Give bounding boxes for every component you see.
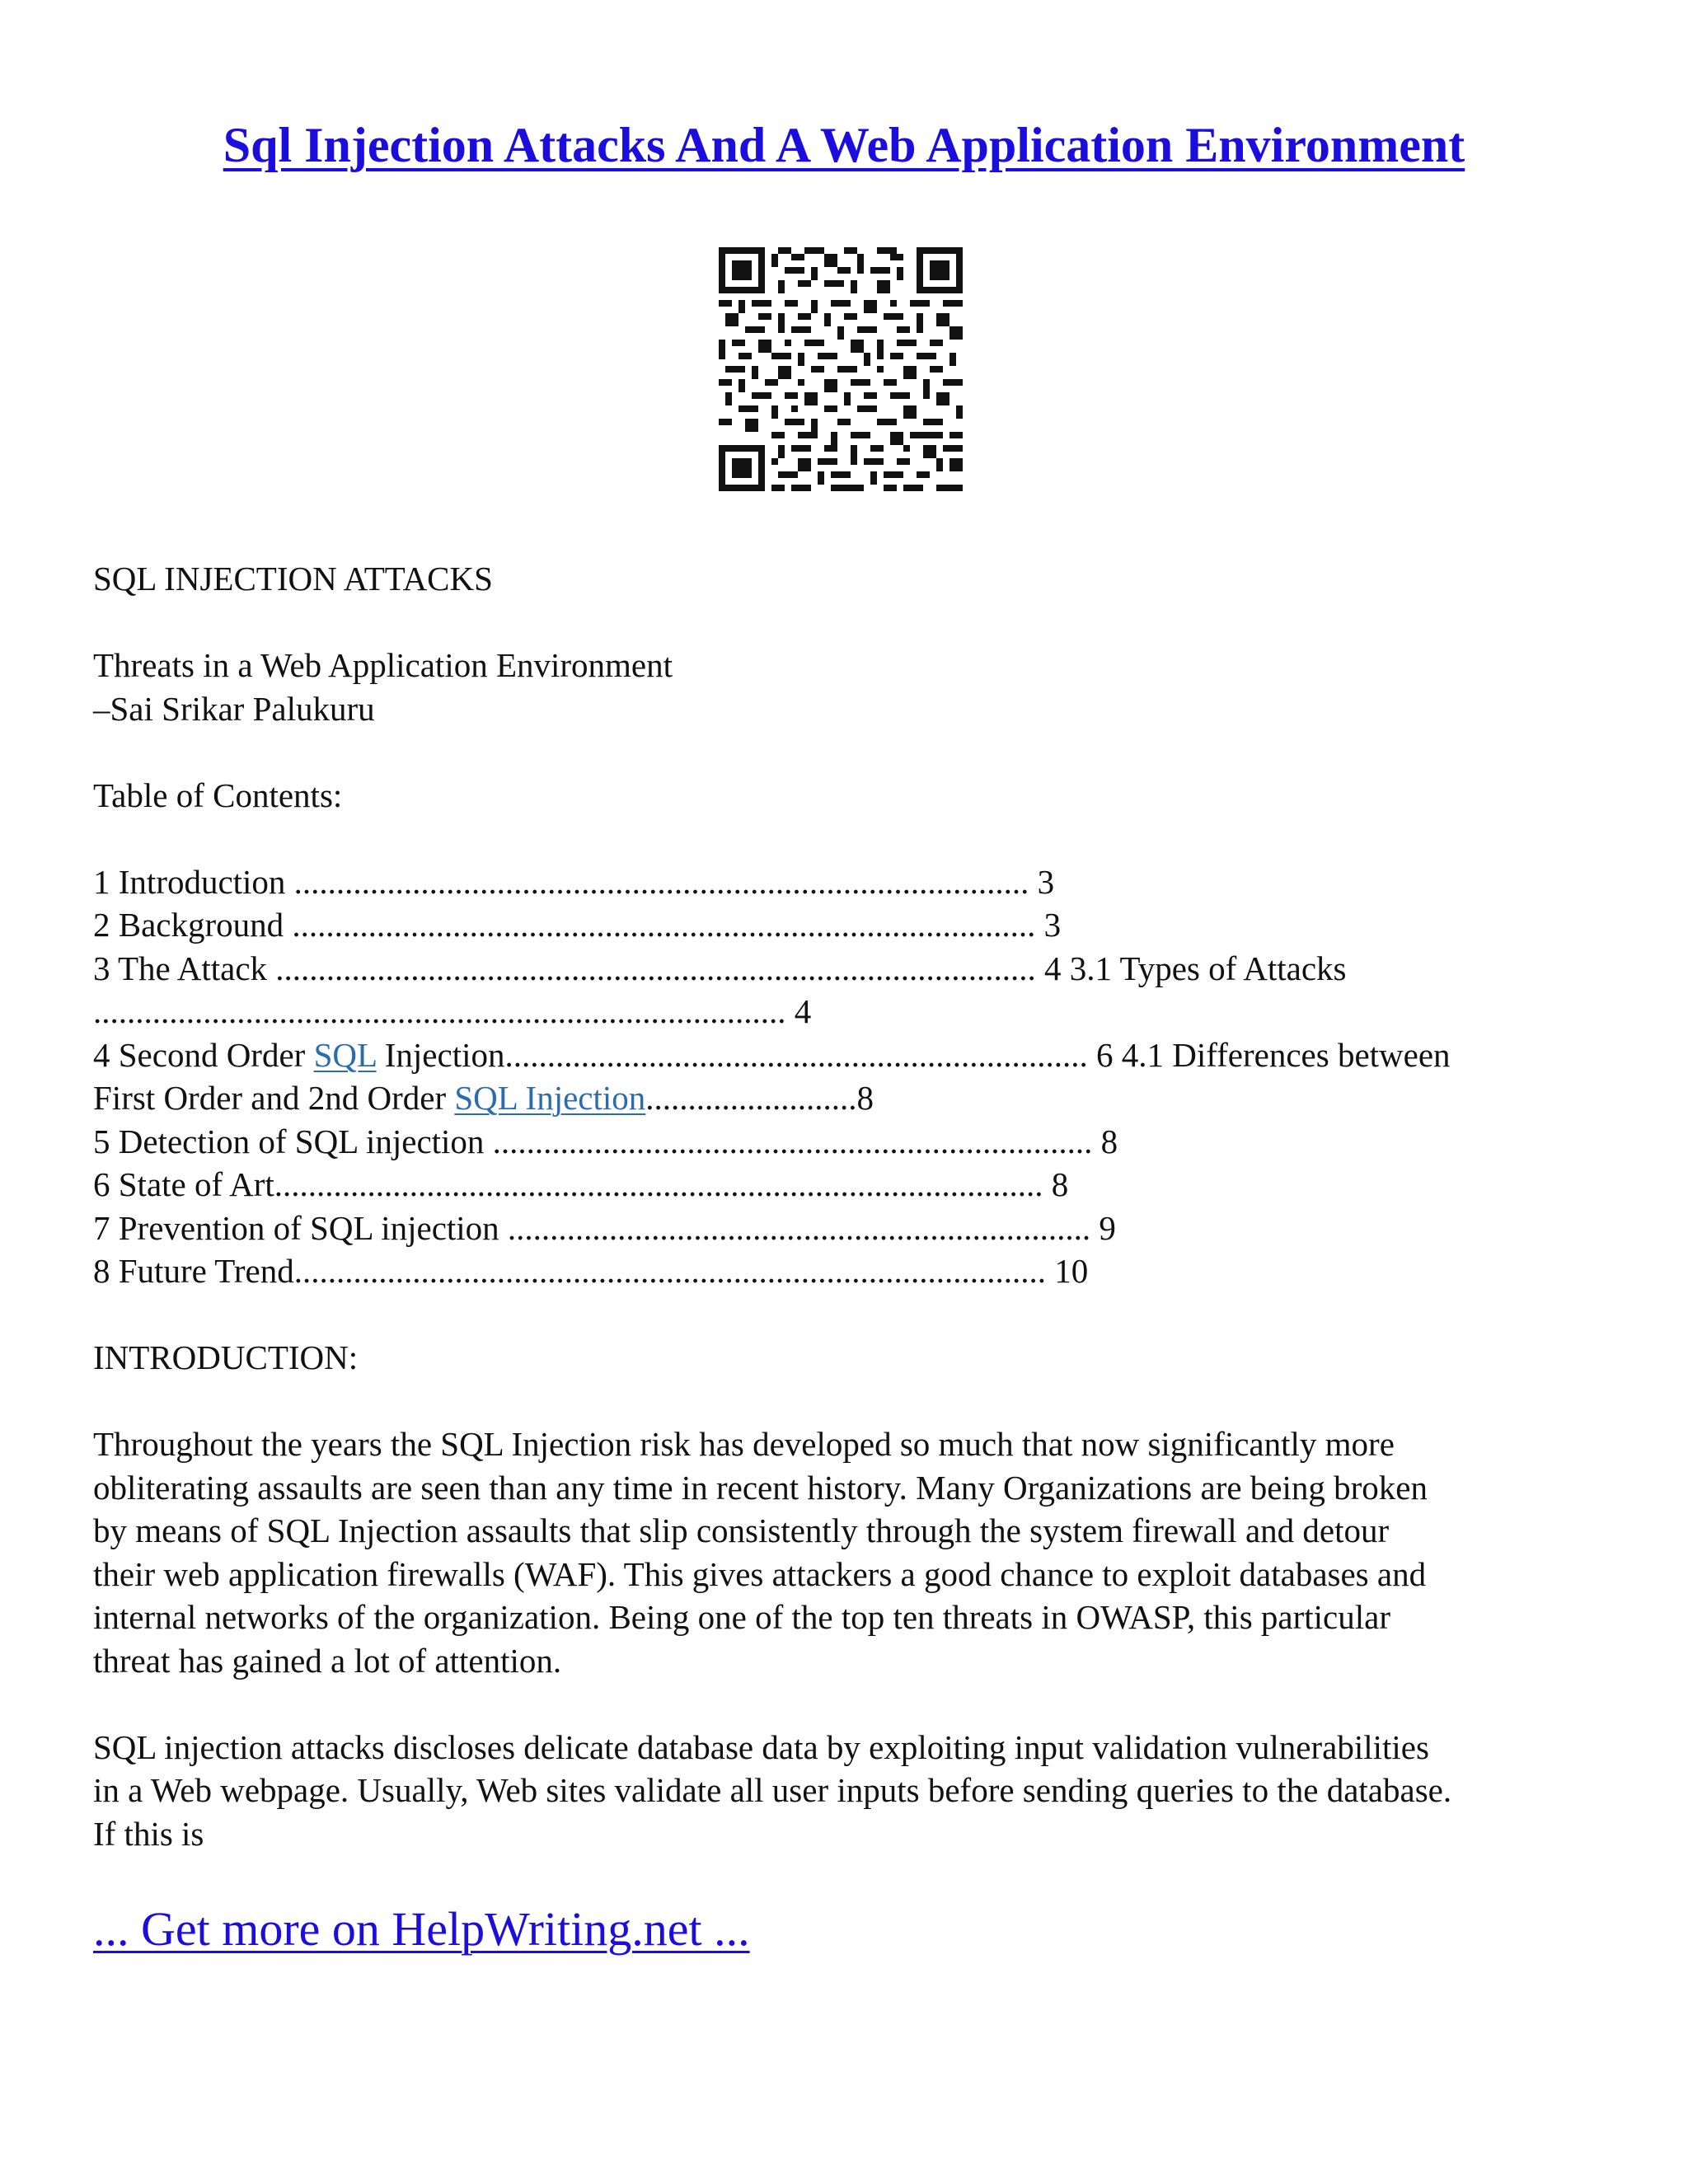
author-line: –Sai Srikar Palukuru — [93, 689, 375, 728]
text-line: in a Web webpage. Usually, Web sites validate all user inputs before sending queries to the database. — [93, 1771, 1452, 1809]
toc-entry: 1 Introduction ....................................................................................... 3 — [93, 862, 1055, 901]
table-of-contents — [93, 860, 1601, 1293]
toc-entry: First Order and 2nd Order SQL Injection.........................8 — [93, 1079, 874, 1117]
qr-code — [719, 247, 963, 491]
text-line: Throughout the years the SQL Injection risk has developed so much that now significantly more — [93, 1425, 1395, 1463]
text-line: their web application firewalls (WAF). This gives attackers a good chance to exploit databases and — [93, 1554, 1427, 1593]
toc-entry: 6 State of Art........................................................................................... 8 — [93, 1165, 1069, 1203]
toc-entry: 2 Background ........................................................................................ 3 — [93, 906, 1062, 944]
title-link[interactable]: Sql Injection Attacks And A Web Application Environment — [223, 118, 1465, 172]
toc-entry: 8 Future Trend......................................................................................... 10 — [93, 1252, 1089, 1290]
toc-entry: 5 Detection of SQL injection ....................................................................... 8 — [93, 1122, 1118, 1160]
toc-entry: 4 Second Order SQL Injection..................................................................... 6 4.1 Differences between — [93, 1035, 1451, 1074]
sql-link[interactable]: SQL — [313, 1035, 377, 1074]
text-line: internal networks of the organization. Being one of the top ten threats in OWASP, this particular — [93, 1598, 1390, 1636]
introduction-paragraph — [93, 1422, 1601, 1682]
text-line: SQL injection attacks discloses delicate database data by exploiting input validation vulnerabilities — [93, 1727, 1429, 1766]
document-body — [93, 557, 1601, 1855]
text-line: threat has gained a lot of attention. — [93, 1641, 562, 1680]
text-line: obliterating assaults are seen than any time in recent history. Many Organizations are being broken — [93, 1468, 1428, 1507]
sql-injection-link[interactable]: SQL Injection — [454, 1079, 646, 1117]
page-title — [0, 112, 1688, 178]
document-subtitle: Threats in a Web Application Environment — [93, 646, 673, 684]
toc-entry: .................................................................................. 4 — [93, 992, 812, 1030]
get-more-link[interactable]: ... Get more on HelpWriting.net ... — [93, 1902, 750, 1956]
toc-entry: 7 Prevention of SQL injection ..................................................................... 9 — [93, 1208, 1116, 1247]
more-link-container — [93, 1900, 750, 1958]
section-heading: SQL INJECTION ATTACKS — [93, 560, 493, 598]
introduction-heading: INTRODUCTION: — [93, 1338, 359, 1376]
toc-heading: Table of Contents: — [93, 776, 343, 814]
toc-entry: 3 The Attack .......................................................................................... 4 3.1 Types of Attacks — [93, 949, 1347, 987]
text-line: If this is — [93, 1814, 204, 1853]
text-line: by means of SQL Injection assaults that slip consistently through the system firewall and detour — [93, 1511, 1390, 1549]
second-paragraph — [93, 1726, 1601, 1856]
